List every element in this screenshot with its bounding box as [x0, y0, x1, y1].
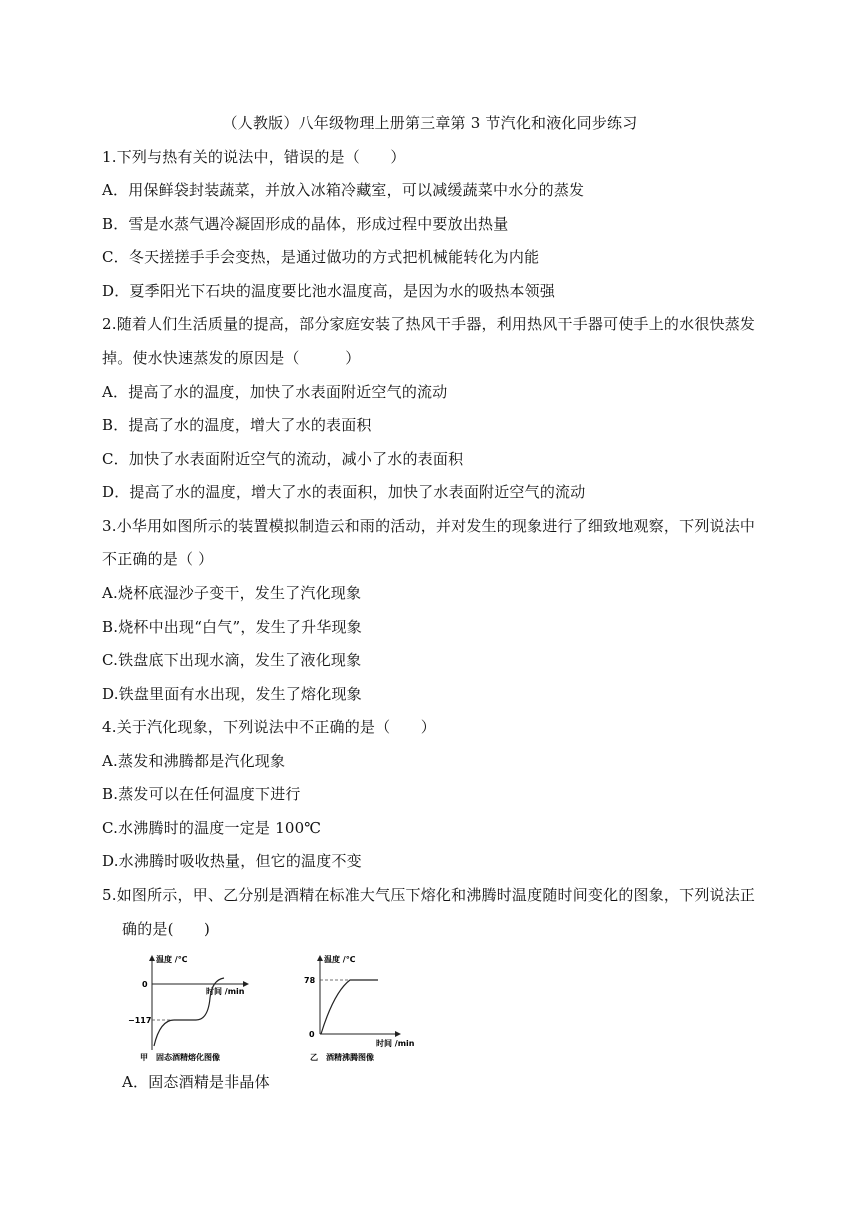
boiling-caption: 乙 酒精沸腾图像	[310, 1053, 374, 1062]
question-1-option-b: B．雪是水蒸气遇冷凝固形成的晶体，形成过程中要放出热量	[102, 215, 509, 233]
question-2-option-d: D．提高了水的温度，增大了水的表面积，加快了水表面附近空气的流动	[102, 483, 586, 501]
question-1-option-a: A．用保鲜袋封装蔬菜，并放入冰箱冷藏室，可以减缓蔬菜中水分的蒸发	[102, 181, 585, 199]
question-4-option-c: C.水沸腾时的温度一定是 100℃	[102, 819, 322, 837]
question-4-option-b: B.蒸发可以在任何温度下进行	[102, 785, 301, 803]
question-5-stem-line-1: 5.如图所示，甲、乙分别是酒精在标准大气压下熔化和沸腾时温度随时间变化的图象，下列说法正	[102, 886, 756, 904]
question-5-option-a: A．固态酒精是非晶体	[122, 1073, 270, 1091]
melting-caption: 甲 固态酒精熔化图像	[140, 1053, 220, 1062]
question-3-stem-line-2: 不正确的是（ ）	[102, 550, 214, 568]
boiling-tick-value: 78	[304, 976, 316, 985]
question-3-option-a: A.烧杯底湿沙子变干，发生了汽化现象	[102, 584, 362, 602]
question-2-stem-line-2: 掉。使水快速蒸发的原因是（ ）	[102, 349, 361, 367]
question-1-stem: 1.下列与热有关的说法中，错误的是（ ）	[102, 148, 406, 166]
temperature-graphs	[128, 950, 438, 1062]
boiling-curve	[321, 980, 378, 1034]
melting-graph	[128, 954, 248, 1062]
question-2-option-c: C．加快了水表面附近空气的流动，减小了水的表面积	[102, 450, 464, 468]
question-2-option-a: A．提高了水的温度，加快了水表面附近空气的流动	[102, 383, 448, 401]
question-3-option-d: D.铁盘里面有水出现，发生了熔化现象	[102, 685, 362, 703]
boiling-x-label: 时间 /min	[376, 1039, 415, 1048]
melting-x-label: 时间 /min	[206, 987, 245, 996]
melting-tick-value: −117	[128, 1016, 152, 1025]
boiling-y-label: 温度 /℃	[324, 955, 356, 964]
question-4-stem: 4.关于汽化现象，下列说法中不正确的是（ ）	[102, 718, 436, 736]
question-4-option-a: A.蒸发和沸腾都是汽化现象	[102, 752, 286, 770]
question-5-figure	[128, 950, 438, 1062]
question-1-option-c: C．冬天搓搓手手会变热，是通过做功的方式把机械能转化为内能	[102, 248, 540, 266]
question-2-stem-line-1: 2.随着人们生活质量的提高，部分家庭安装了热风干手器，利用热风干手器可使手上的水很快蒸发	[102, 315, 756, 333]
question-5-stem-line-2: 确的是( )	[122, 920, 211, 938]
question-2-option-b: B．提高了水的温度，增大了水的表面积	[102, 416, 372, 434]
question-3-option-b: B.烧杯中出现“白气”，发生了升华现象	[102, 618, 362, 636]
melting-tick-zero: 0	[142, 980, 148, 989]
question-4-option-d: D.水沸腾时吸收热量，但它的温度不变	[102, 852, 362, 870]
boiling-tick-zero: 0	[309, 1030, 315, 1039]
boiling-graph	[304, 954, 415, 1062]
question-3-stem-line-1: 3.小华用如图所示的装置模拟制造云和雨的活动，并对发生的现象进行了细致地观察，下列说法中	[102, 517, 756, 535]
question-1-option-d: D．夏季阳光下石块的温度要比池水温度高，是因为水的吸热本领强	[102, 282, 556, 300]
question-3-option-c: C.铁盘底下出现水滴，发生了液化现象	[102, 651, 362, 669]
melting-y-label: 温度 /℃	[156, 955, 188, 964]
page-title: （人教版）八年级物理上册第三章第 3 节汽化和液化同步练习	[222, 114, 638, 132]
